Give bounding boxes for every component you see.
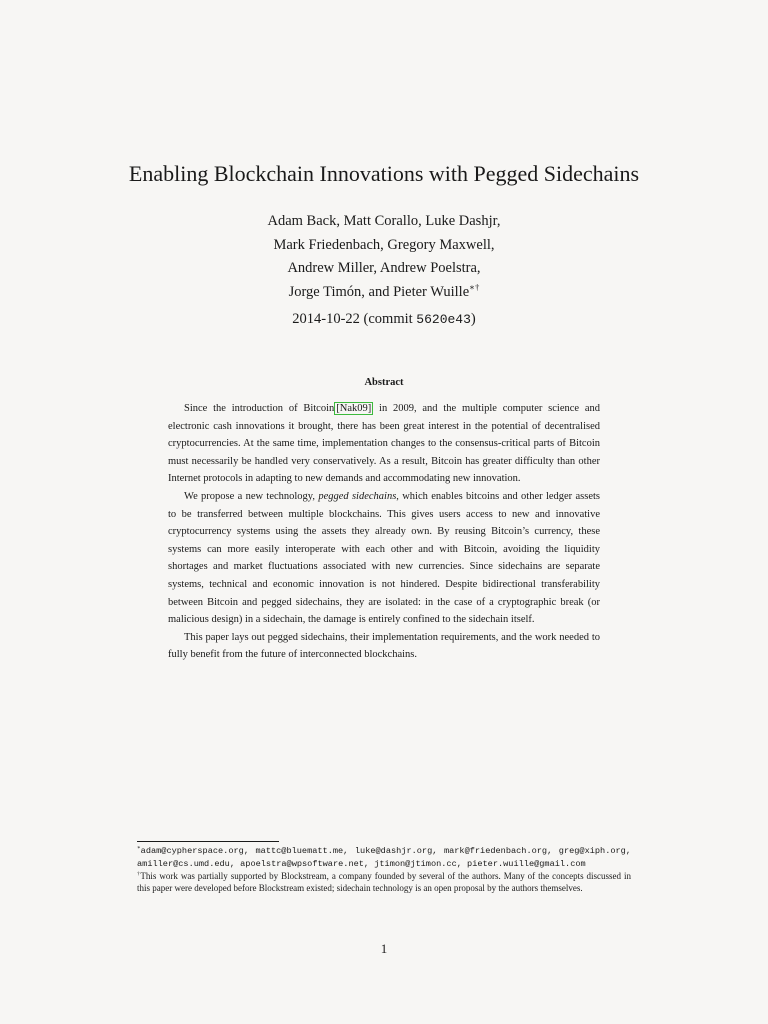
footnote-emails: ∗adam@cypherspace.org, mattc@bluematt.me, luke@dashjr.org, mark@friedenbach.org, greg@xiph.org, amiller@cs.umd.edu, apoelstra@wpsoftware.net, jtimon@jtimon.cc, pieter.wuille@gmail.com [137, 845, 631, 869]
abstract-heading: Abstract [364, 377, 404, 388]
footnote-rule [137, 841, 279, 842]
abstract-paragraph: This paper lays out pegged sidechains, their implementation requirements, and the work needed to fully benefit from the future of interconnected blockchains. [168, 631, 600, 661]
abstract-paragraph: We propose a new technology, pegged sidechains, which enables bitcoins and other ledger assets to be transferred between multiple blockchains. This gives users access to new and innovative cryptocurrency systems using the assets they already own. By reusing Bitcoin’s currency, these systems can more easily interoperate with each other and with Bitcoin, avoiding the liquidity shortages and market fluctuations associated with new currencies. Since sidechains are separate systems, technical and economic innovation is not hindered. Despite bidirectional transferability between Bitcoin and pegged sidechains, they are isolated: in the case of a cryptographic break (or malicious design) in a sidechain, the damage is entirely confined to the sidechain itself. [168, 490, 600, 626]
paper-title: Enabling Blockchain Innovations with Pegged Sidechains [128, 161, 640, 186]
author-line: Andrew Miller, Andrew Poelstra, [287, 260, 481, 276]
author-line: Adam Back, Matt Corallo, Luke Dashjr, [267, 213, 501, 229]
author-footnote-marks[interactable]: ∗† [469, 281, 480, 292]
author-list [0, 210, 768, 304]
footnotes [137, 844, 631, 894]
author-line: Mark Friedenbach, Gregory Maxwell, [273, 236, 495, 253]
page-number: 1 [380, 941, 388, 956]
date-commit: 2014-10-22 (commit 5620e43) [292, 311, 476, 327]
citation-link[interactable]: [Nak09] [336, 403, 372, 414]
abstract-body [168, 400, 600, 664]
author-line: Jorge Timón, and Pieter Wuille∗† [288, 281, 480, 300]
abstract-paragraph: Since the introduction of Bitcoin [Nak09] in 2009, and the multiple computer science and electronic cash innovations it brought, there has been great interest in the potential of decentralised cryptocurrencies. At the same time, implementation changes to the consensus-critical parts of Bitcoin must necessarily be handled very conservatively. As a result, Bitcoin has greater difficulty than other Internet protocols in adapting to new demands and accommodating new innovation. [168, 403, 600, 485]
emphasis-term: pegged sidechains [318, 490, 397, 502]
commit-hash: 5620e43 [416, 312, 471, 327]
footnote-support: †This work was partially supported by Blockstream, a company founded by several of the authors. Many of the concepts discussed in this paper were developed before Blockstream existed; sidechain technology is an open proposal by the authors themselves. [137, 871, 631, 893]
